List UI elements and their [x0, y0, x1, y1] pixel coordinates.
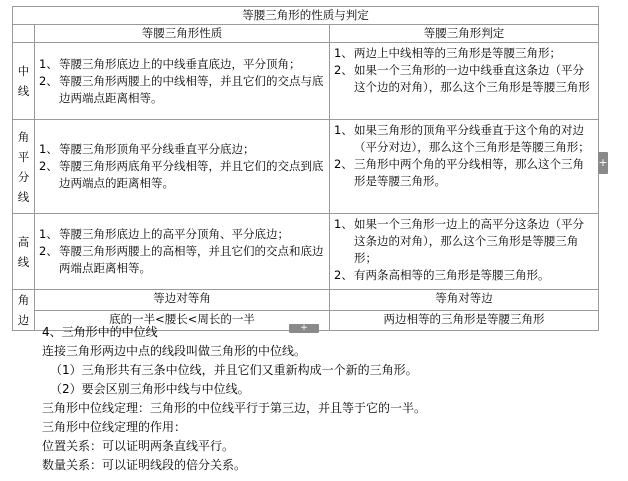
list-item: 2、 有两条高相等的三角形是等腰三角形。	[334, 268, 550, 282]
list-item: 1、 如果三角形的顶角平分线垂直于这个角的对边（平分对边），那么这个三角形是等腰三角形；	[334, 123, 590, 154]
row-label-altitude: 高 线	[13, 214, 35, 290]
list-item: 2、 等腰三角形两腰上的中线相等，并且它们的交点与底边两端点距离相等。	[39, 73, 324, 105]
header-empty-cell	[13, 25, 35, 43]
plus-handle-icon[interactable]: +	[289, 324, 319, 333]
list-item: 2、 等腰三角形两腰上的高相等，并且它们的交点和底边两端点距离相等。	[39, 244, 324, 275]
text-line: （2）要会区别三角形中线与中位线。	[50, 382, 250, 396]
list-item: 1、 两边上中线相等的三角形是等腰三角形；	[334, 46, 561, 60]
midline-section	[42, 323, 602, 475]
list-item: 1、 等腰三角形底边上的高平分顶角、平分底边；	[39, 227, 289, 241]
list-item: 1、 等腰三角形顶角平分线垂直平分底边；	[39, 142, 255, 156]
bisector-judgement-cell	[330, 120, 599, 214]
text-line: 位置关系：可以证明两条直线平行。	[42, 439, 235, 453]
text-line: （1）三角形共有三条中位线，并且它们又重新构成一个新的三角形。	[50, 363, 418, 377]
header-property: 等腰三角形性质	[35, 25, 330, 43]
median-judgement-cell	[330, 43, 599, 120]
equal-sides-judgement: 两边相等的三角形是等腰三角形	[330, 310, 599, 331]
side-length-relation: 底的一半<腰长<周长的一半	[35, 310, 330, 331]
list-item: 2、 如果一个三角形的一边中线垂直这条边（平分这个边的对角），那么这个三角形是等腰三角形	[334, 63, 590, 94]
list-item: 1、 如果一个三角形一边上的高平分这条边（平分这条边的对角），那么这个三角形是等腰三角形；	[334, 217, 584, 265]
list-item: 2、 等腰三角形两底角平分线相等，并且它们的交点到底边两端点的距离相等。	[39, 159, 324, 190]
section-heading: 4、三角形中的中位线	[42, 325, 158, 339]
list-item: 1、 等腰三角形底边上的中线垂直底边，平分顶角；	[39, 56, 301, 71]
isosceles-properties-table	[12, 6, 599, 331]
row-label-angle-bisector: 角 平 分 线	[13, 120, 35, 214]
list-item: 2、 三角形中两个角的平分线相等，那么这个三角形是等腰三角形。	[334, 157, 584, 188]
median-property-cell	[35, 43, 330, 120]
plus-handle-icon[interactable]: +	[598, 152, 608, 174]
text-line: 三角形中位线定理：三角形的中位线平行于第三边，并且等于它的一半。	[42, 401, 427, 415]
equal-angles-equal-sides: 等角对等边	[330, 290, 599, 311]
table-title: 等腰三角形的性质与判定	[13, 7, 599, 25]
row-label-angle-side: 角 边	[13, 290, 35, 331]
header-judgement: 等腰三角形判定	[330, 25, 599, 43]
row-label-median: 中 线	[13, 43, 35, 120]
altitude-judgement-cell	[330, 214, 599, 290]
altitude-property-cell	[35, 214, 330, 290]
equal-sides-equal-angles: 等边对等角	[35, 290, 330, 311]
text-line: 数量关系：可以证明线段的倍分关系。	[42, 458, 247, 472]
bisector-property-cell	[35, 120, 330, 214]
text-line: 连接三角形两边中点的线段叫做三角形的中位线。	[42, 344, 307, 358]
text-line: 三角形中位线定理的作用：	[42, 420, 187, 434]
